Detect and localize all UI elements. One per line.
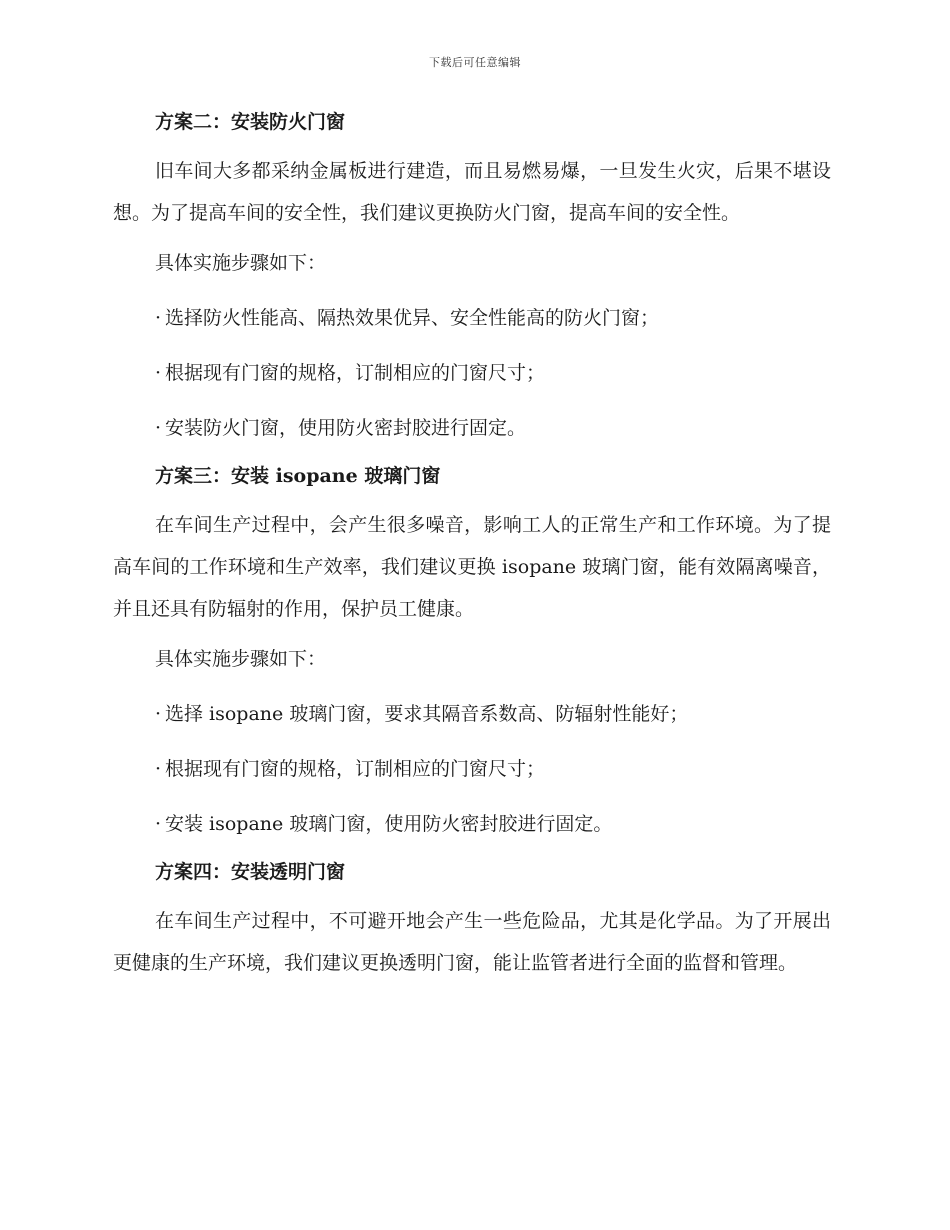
bullet-icon: · <box>155 758 162 780</box>
step-text: 选择 isopane 玻璃门窗，要求其隔音系数高、防辐射性能好； <box>165 703 689 725</box>
step-item <box>113 407 831 449</box>
step-item <box>113 297 831 339</box>
step-text: 安装防火门窗，使用防火密封胶进行固定。 <box>165 417 527 439</box>
section-heading: 方案二：安装防火门窗 <box>155 111 346 133</box>
step-text: 根据现有门窗的规格，订制相应的门窗尺寸； <box>165 758 546 780</box>
step-item <box>113 352 831 394</box>
step-item <box>113 693 831 735</box>
step-text: 安装 isopane 玻璃门窗，使用防火密封胶进行固定。 <box>165 813 613 835</box>
steps-label: 具体实施步骤如下： <box>155 648 327 670</box>
steps-label: 具体实施步骤如下： <box>155 252 327 274</box>
section-paragraph: 在车间生产过程中，会产生很多噪音，影响工人的正常生产和工作环境。为了提高车间的工作环境和生产效率，我们建议更换 isopane 玻璃门窗，能有效隔离噪音，并且还具有防辐射的作用，保护员工健康。 <box>113 514 831 620</box>
step-item <box>113 748 831 790</box>
bullet-icon: · <box>155 362 162 384</box>
bullet-icon: · <box>155 307 162 329</box>
bullet-icon: · <box>155 703 162 725</box>
bullet-icon: · <box>155 813 162 835</box>
section-paragraph: 在车间生产过程中，不可避开地会产生一些危险品，尤其是化学品。为了开展出更健康的生产环境，我们建议更换透明门窗，能让监管者进行全面的监督和管理。 <box>113 910 831 974</box>
bullet-icon: · <box>155 417 162 439</box>
section-heading: 方案三：安装 isopane 玻璃门窗 <box>155 465 441 487</box>
step-text: 选择防火性能高、隔热效果优异、安全性能高的防火门窗； <box>165 307 660 329</box>
section-heading: 方案四：安装透明门窗 <box>155 861 346 883</box>
section-paragraph: 旧车间大多都采纳金属板进行建造，而且易燃易爆，一旦发生火灾，后果不堪设想。为了提高车间的安全性，我们建议更换防火门窗，提高车间的安全性。 <box>113 160 831 224</box>
step-text: 根据现有门窗的规格，订制相应的门窗尺寸； <box>165 362 546 384</box>
step-item <box>113 803 831 845</box>
document-body <box>113 108 831 992</box>
page-header: 下载后可任意编辑 <box>429 56 521 69</box>
